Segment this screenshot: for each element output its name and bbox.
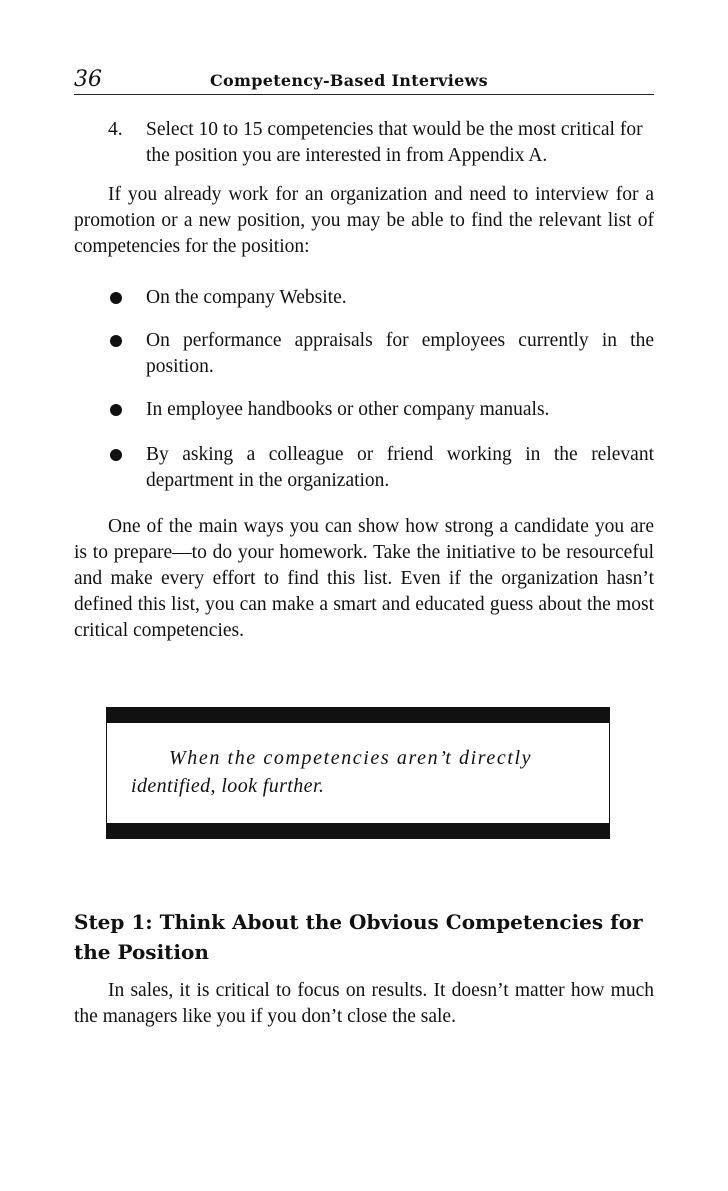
intro-paragraph: If you already work for an organization and need to interview for a promotion or a new position, you may be able to find the relevant list of competencies for the position:	[74, 184, 654, 257]
callout-line-1: When the competencies aren’t directly	[169, 747, 533, 769]
bullet-text: In employee handbooks or other company manuals.	[146, 399, 550, 420]
callout-box	[106, 707, 610, 839]
bullet-item	[108, 328, 654, 380]
callout-quote	[131, 744, 589, 800]
section-heading: Step 1: Think About the Obvious Competencies for the Position	[74, 910, 643, 964]
bullet-icon	[110, 292, 122, 304]
callout-line-2: identified, look further.	[131, 775, 325, 797]
closing-paragraph: In sales, it is critical to focus on results. It doesn’t matter how much the managers like you if you don’t close the sale.	[74, 980, 654, 1027]
running-title: Competency-Based Interviews	[210, 71, 488, 90]
main-paragraph: One of the main ways you can show how strong a candidate you are is to prepare—to do your homework. Take the initiative to be resourceful and make every effort to find this list. Even if the organization hasn’t defined this list, you can make a smart and educated guess about the most critical competencies.	[74, 516, 654, 641]
bullet-icon	[110, 404, 122, 416]
bullet-item	[108, 397, 654, 423]
callout-top-bar	[107, 708, 609, 723]
page-number: 36	[74, 67, 102, 92]
bullet-text: On performance appraisals for employees currently in the position.	[146, 330, 654, 377]
list-number: 4.	[108, 119, 123, 140]
callout-bottom-bar	[107, 823, 609, 838]
bullet-text: On the company Website.	[146, 287, 347, 308]
bullet-item	[108, 442, 654, 494]
bullet-text: By asking a colleague or friend working in the relevant department in the organization.	[146, 444, 654, 491]
list-item-text: Select 10 to 15 competencies that would be the most critical for the position you are interested in from Appendix A.	[146, 119, 643, 166]
bullet-icon	[110, 335, 122, 347]
page-header	[74, 66, 654, 95]
numbered-list-item	[108, 117, 654, 169]
bullet-item	[108, 285, 654, 311]
bullet-icon	[110, 449, 122, 461]
